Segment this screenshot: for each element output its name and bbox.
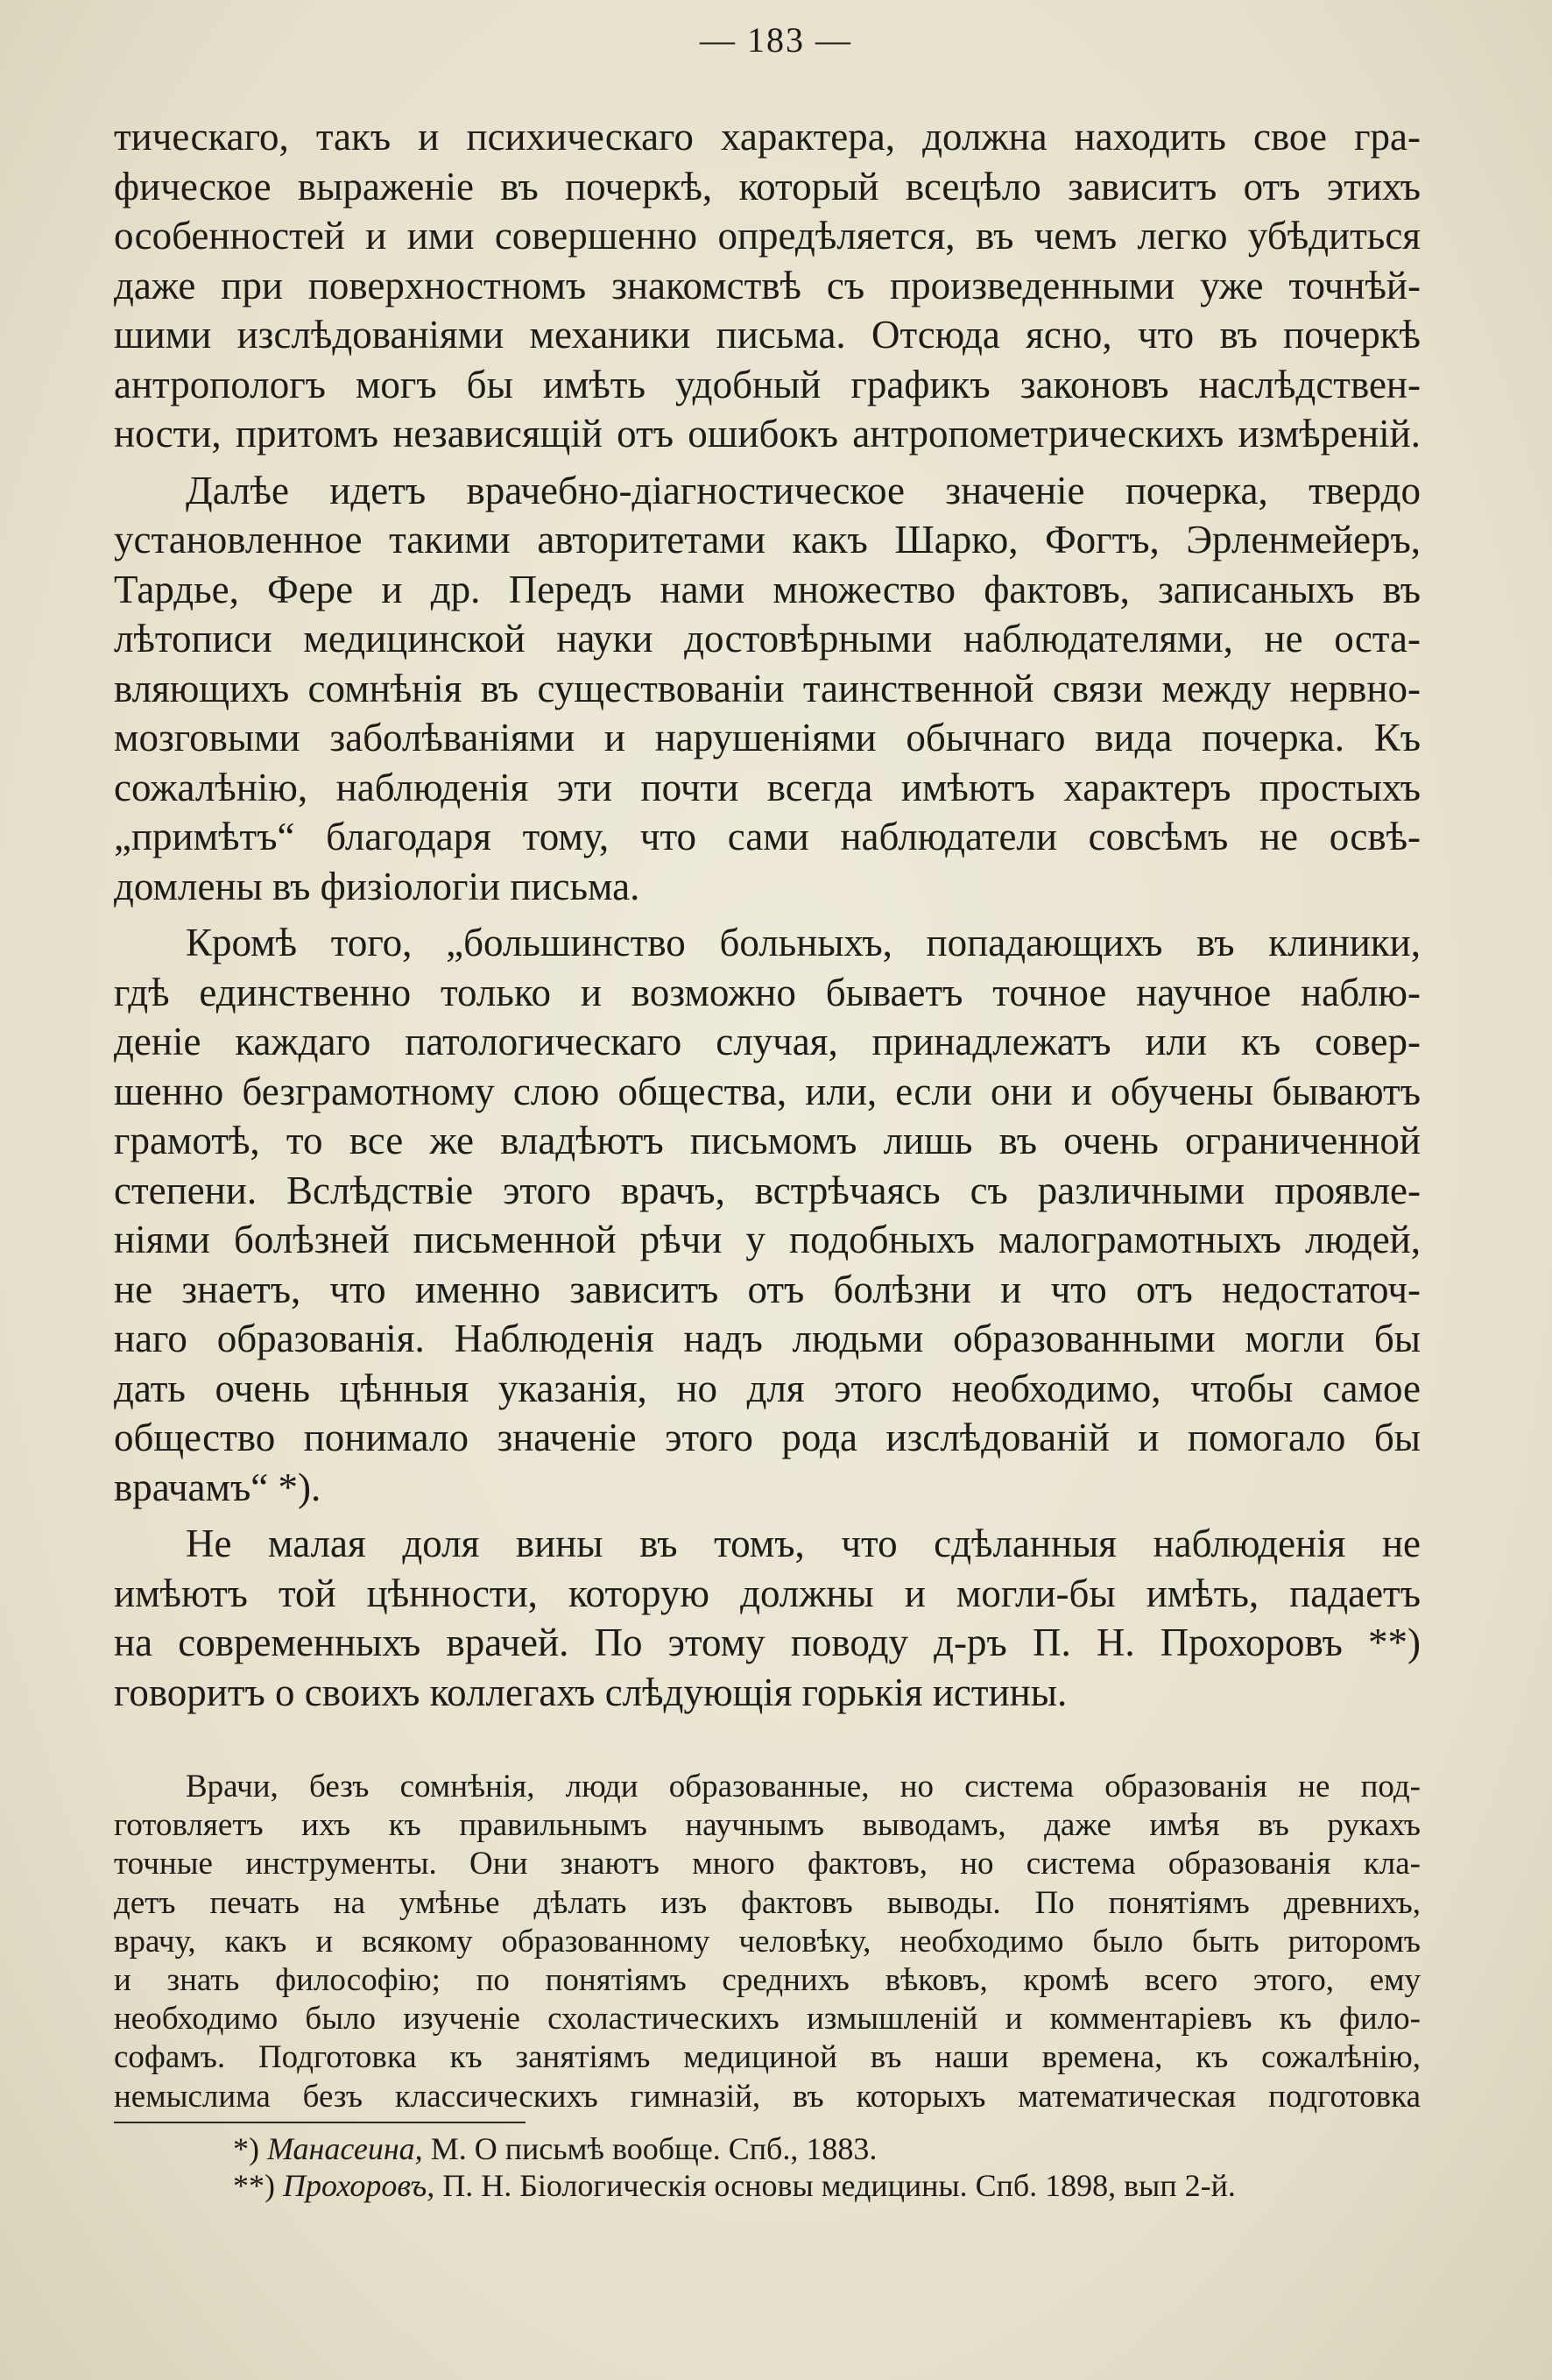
text-line: деніе каждаго патологическаго случая, принадлежатъ или къ совер- — [114, 1020, 1421, 1063]
text-line: дать очень цѣнныя указанія, но для этого необходимо, чтобы самое — [114, 1366, 1421, 1410]
text-line: тическаго, такъ и психическаго характера, должна находить свое гра- — [114, 115, 1421, 159]
text-line: шенно безграмотному слою общества, или, если они и обучены бываютъ — [114, 1069, 1421, 1113]
text-line: сожалѣнію, наблюденія эти почти всегда имѣютъ характеръ простыхъ — [114, 765, 1421, 809]
page-number: — 183 — — [700, 20, 852, 60]
text-line: Не малая доля вины въ томъ, что сдѣланныя наблюденія не — [186, 1522, 1421, 1565]
text-line: общество понимало значеніе этого рода изслѣдованій и помогало бы — [114, 1416, 1421, 1459]
quote-line: софамъ. Подготовка къ занятіямъ медициной въ наши времена, къ сожалѣнію, — [114, 2039, 1421, 2076]
text-line: Далѣе идетъ врачебно-діагностическое значеніе почерка, твердо — [186, 468, 1421, 512]
text-line: наго образованія. Наблюденія надъ людьми образованными могли бы — [114, 1317, 1421, 1360]
text-line: гдѣ единственно только и возможно бываетъ точное научное наблю- — [114, 970, 1421, 1014]
quote-line: и знать философію; по понятіямъ среднихъ вѣковъ, кромѣ всего этого, ему — [114, 1962, 1421, 1999]
footnote-text: П. Н. Біологическія основы медицины. Спб. 1898, вып 2-й. — [434, 2168, 1236, 2203]
paragraph-3 — [114, 918, 1421, 1512]
footnote-author: Манасеина, — [267, 2131, 423, 2166]
text-line: „примѣтъ“ благодаря тому, что сами наблюдатели совсѣмъ не освѣ- — [114, 815, 1421, 858]
footnote-2 — [233, 2167, 1442, 2204]
quote-line: Врачи, безъ сомнѣнія, люди образованные, но система образованія не под- — [186, 1769, 1421, 1804]
text-line: мозговыми заболѣваніями и нарушеніями обычнаго вида почерка. Къ — [114, 716, 1421, 759]
text-line: Кромѣ того, „большинство больныхъ, попадающихъ въ клиники, — [186, 921, 1421, 964]
footnote-divider — [114, 2122, 526, 2123]
text-line: ности, притомъ независящій отъ ошибокъ антропометрическихъ измѣреній. — [114, 412, 1421, 456]
footnote-1 — [233, 2130, 1442, 2167]
body-text — [114, 112, 1421, 2116]
paragraph-4 — [114, 1519, 1421, 1717]
text-line: установленное такими авторитетами какъ Шарко, Фогтъ, Эрленмейеръ, — [114, 518, 1421, 561]
text-line: грамотѣ, то все же владѣютъ письмомъ лишь въ очень ограниченной — [114, 1119, 1421, 1162]
text-line: домлены въ физіологіи письма. — [114, 864, 640, 908]
text-line: вляющихъ сомнѣнія въ существованіи таинственной связи между нервно- — [114, 666, 1421, 710]
text-line: имѣютъ той цѣнности, которую должны и могли-бы имѣть, падаетъ — [114, 1571, 1421, 1615]
text-line: даже при поверхностномъ знакомствѣ съ произведенными уже точнѣй- — [114, 263, 1421, 307]
text-line: Тардье, Фере и др. Передъ нами множество фактовъ, записаныхъ въ — [114, 567, 1421, 611]
quote-line: врачу, какъ и всякому образованному человѣку, необходимо было быть риторомъ — [114, 1923, 1421, 1960]
quote-line: немыслима безъ классическихъ гимназій, въ которыхъ математическая подготовка — [114, 2078, 1421, 2115]
text-line: особенностей и ими совершенно опредѣляется, въ чемъ легко убѣдиться — [114, 214, 1421, 258]
text-line: шими изслѣдованіями механики письма. Отсюда ясно, что въ почеркѣ — [114, 313, 1421, 357]
quote-line: детъ печать на умѣнье дѣлать изъ фактовъ выводы. По понятіямъ древнихъ, — [114, 1884, 1421, 1921]
quote-line: готовляетъ ихъ къ правильнымъ научнымъ выводамъ, даже имѣя въ рукахъ — [114, 1807, 1421, 1844]
text-line: говоритъ о своихъ коллегахъ слѣдующія горькія истины. — [114, 1670, 1068, 1714]
footnote-mark: **) — [233, 2168, 275, 2203]
paragraph-1 — [114, 112, 1421, 459]
footnote-author: Прохоровъ, — [283, 2168, 435, 2203]
text-line: ніями болѣзней письменной рѣчи у подобныхъ малограмотныхъ людей, — [114, 1218, 1421, 1261]
quote-line: необходимо было изученіе схоластическихъ измышленій и комментаріевъ къ фило- — [114, 2001, 1421, 2037]
text-line: степени. Вслѣдствіе этого врачъ, встрѣчаясь съ различными проявле- — [114, 1168, 1421, 1212]
text-line: фическое выраженіе въ почеркѣ, который всецѣло зависитъ отъ этихъ — [114, 164, 1421, 208]
paragraph-2 — [114, 466, 1421, 912]
quotation-block — [114, 1768, 1421, 2116]
footnotes — [233, 2130, 1442, 2204]
footnote-mark: *) — [233, 2131, 259, 2166]
text-line: не знаетъ, что именно зависитъ отъ болѣзни и что отъ недостаточ- — [114, 1267, 1421, 1311]
text-line: антропологъ могъ бы имѣть удобный графикъ законовъ наслѣдствен- — [114, 362, 1421, 406]
text-line: на современныхъ врачей. По этому поводу д-ръ П. Н. Прохоровъ **) — [114, 1621, 1421, 1664]
footnote-text: М. О письмѣ вообще. Спб., 1883. — [422, 2131, 878, 2166]
text-line: врачамъ“ *). — [114, 1465, 321, 1509]
text-line: лѣтописи медицинской науки достовѣрными наблюдателями, не оста- — [114, 617, 1421, 660]
quote-line: точные инструменты. Они знаютъ много фактовъ, но система образованія кла- — [114, 1846, 1421, 1882]
